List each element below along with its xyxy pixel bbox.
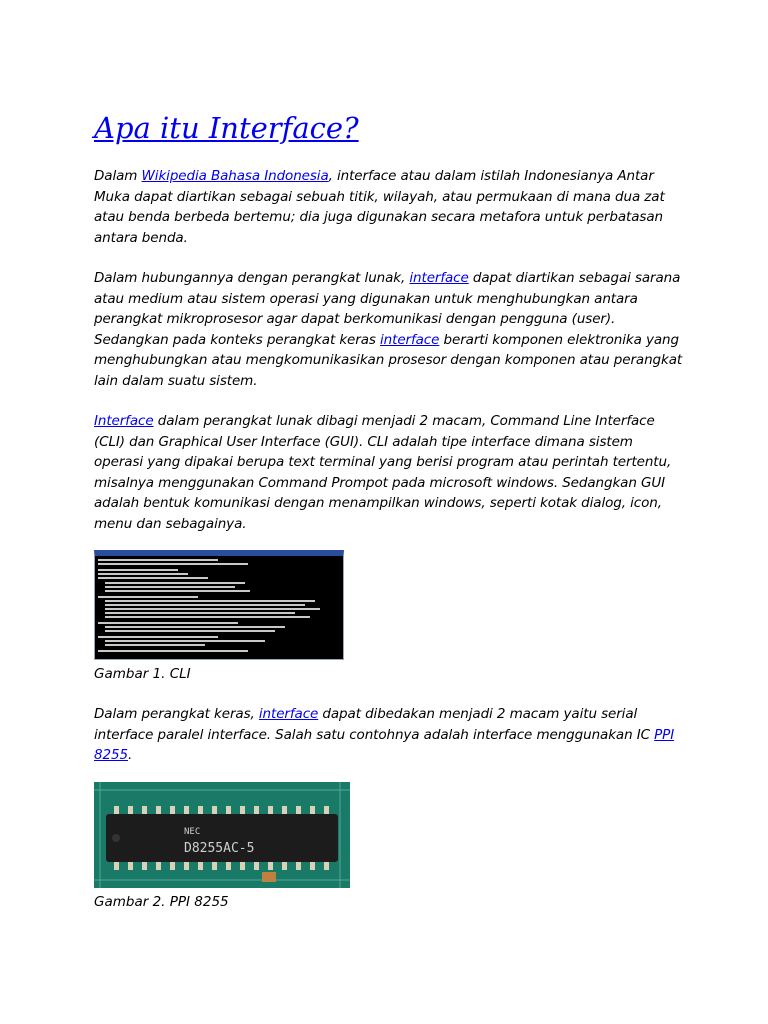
document-body — [94, 110, 684, 912]
cli-screenshot-image — [94, 550, 344, 660]
paragraph-text: Dalam perangkat keras, — [94, 706, 259, 722]
page-title[interactable]: Apa itu Interface? — [94, 111, 359, 145]
interface-link[interactable]: interface — [258, 706, 319, 722]
ppi-8255-chip-image — [94, 782, 350, 888]
interface-link[interactable]: Interface — [94, 413, 154, 429]
paragraph-definition — [94, 166, 684, 248]
paragraph-text: berarti komponen elektronika yang menghubungkan atau mengkomunikasikan prosesor dengan komponen atau perangkat lain dalam suatu sistem. — [94, 331, 683, 389]
chip-maker-label: NEC — [184, 826, 201, 837]
pcb-chip-graphic — [94, 782, 350, 888]
wikipedia-link[interactable]: Wikipedia Bahasa Indonesia — [141, 168, 329, 184]
ppi-8255-link[interactable]: PPI 8255 — [94, 726, 675, 763]
paragraph-text: . — [127, 747, 133, 763]
paragraph-cli-gui — [94, 411, 684, 534]
paragraph-text: , interface atau dalam istilah Indonesianya Antar Muka dapat diartikan sebagai sebuah titik, wilayah, atau permukaan di mana dua zat atau benda berbeda bertemu; dia juga digunakan secara metafora untuk perbatasan antara benda. — [94, 168, 665, 246]
figure-caption-ppi: Gambar 2. PPI 8255 — [94, 893, 229, 910]
paragraph-text: Dalam — [94, 168, 142, 184]
paragraph-text: dapat dibedakan menjadi 2 macam yaitu serial interface paralel interface. Salah satu contohnya adalah interface menggunakan IC — [94, 706, 655, 743]
chip-part-label: D8255AC-5 — [184, 840, 255, 856]
paragraph-text: Dalam hubungannya dengan perangkat lunak, — [94, 270, 410, 286]
paragraph-software-hardware — [94, 268, 684, 391]
paragraph-text: dalam perangkat lunak dibagi menjadi 2 macam, Command Line Interface (CLI) dan Graphical User Interface (GUI). CLI adalah tipe interface dimana sistem operasi yang dipakai berupa text terminal yang berisi program atau perintah tertentu, misalnya menggunakan Command Prompot pada microsoft windows. Sedangkan GUI adalah bentuk komunikasi dengan menampilkan windows, seperti kotak dialog, icon, menu dan sebagainya. — [94, 413, 672, 532]
interface-link[interactable]: interface — [409, 270, 469, 286]
paragraph-text: dapat diartikan sebagai sarana atau medium atau sistem operasi yang digunakan untuk menghubungkan antara perangkat mikroprosesor agar dapat berkomunikasi dengan pengguna (user). Sedangkan pada konteks perangkat keras — [94, 270, 681, 348]
interface-link[interactable]: interface — [380, 331, 440, 348]
terminal-window-graphic — [95, 556, 343, 658]
paragraph-hardware-interface — [94, 704, 684, 766]
figure-caption-cli: Gambar 1. CLI — [94, 666, 191, 682]
